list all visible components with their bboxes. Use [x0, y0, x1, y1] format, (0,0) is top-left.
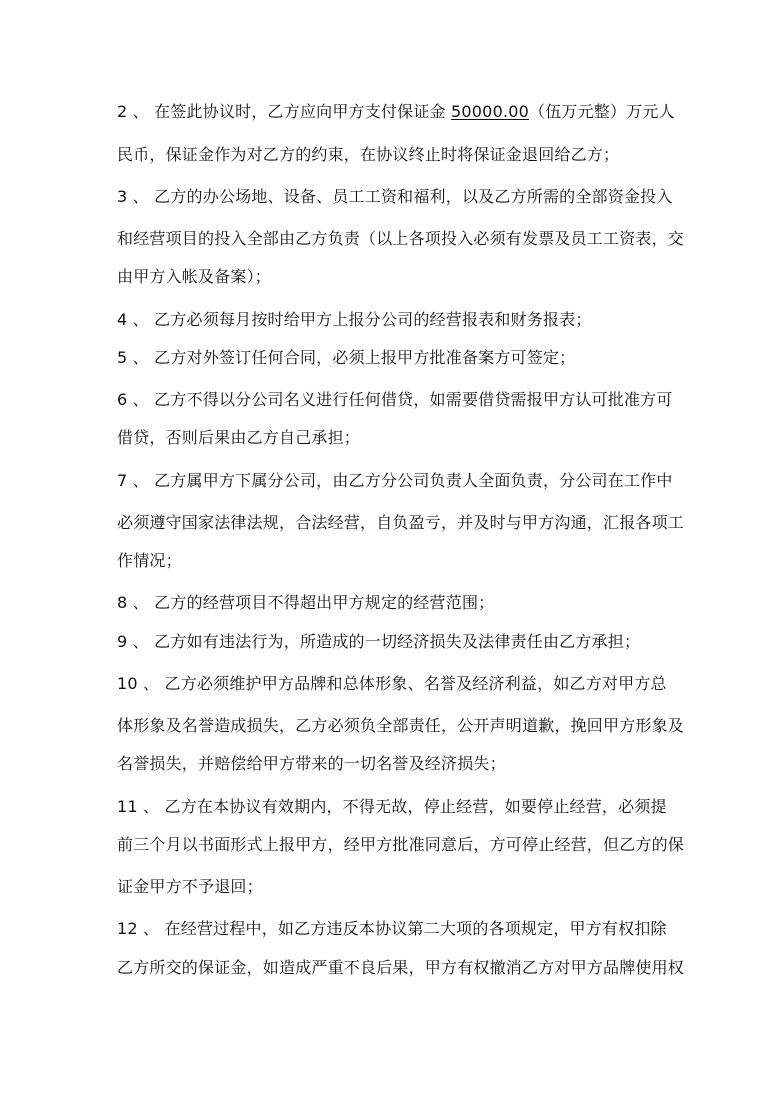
clause-6-line-2: 借贷，否则后果由乙方自己承担；: [117, 428, 361, 447]
clause-4-line-1: 4 、 乙方必须每月按时给甲方上报分公司的经营报表和财务报表；: [117, 310, 592, 329]
clause-11-line-2: 前三个月以书面形式上报甲方，经甲方批准同意后，方可停止经营，但乙方的保: [117, 835, 685, 854]
clause-6-line-1: 6 、 乙方不得以分公司名义进行任何借贷，如需要借贷需报甲方认可批准方可: [117, 390, 673, 409]
clause-3-line-2: 和经营项目的投入全部由乙方负责（以上各项投入必须有发票及员工工资表，交: [117, 229, 685, 248]
clause-9-line-1: 9 、 乙方如有违法行为，所造成的一切经济损失及法律责任由乙方承担；: [117, 632, 641, 651]
clause-10-line-1: 10 、 乙方必须维护甲方品牌和总体形象、名誉及经济利益，如乙方对甲方总: [117, 674, 667, 693]
clause-7-line-3: 作情况；: [117, 551, 182, 570]
clause-10-line-3: 名誉损失，并赔偿给甲方带来的一切名誉及经济损失；: [117, 754, 506, 773]
deposit-amount: 50000.00: [451, 102, 529, 121]
clause-3-line-3: 由甲方入帐及备案）；: [117, 267, 272, 286]
clause-2-text-start: 2 、 在签此协议时，乙方应向甲方支付保证金: [117, 102, 452, 121]
clause-7-line-1: 7 、 乙方属甲方下属分公司，由乙方分公司负责人全面负责，分公司在工作中: [117, 471, 673, 490]
clause-2-line-1: [117, 102, 675, 122]
clause-8-line-1: 8 、 乙方的经营项目不得超出甲方规定的经营范围；: [117, 593, 495, 612]
clause-2-text-end: （伍万元整）万元人: [529, 102, 675, 121]
clause-12-line-1: 12 、 在经营过程中，如乙方违反本协议第二大项的各项规定，甲方有权扣除: [117, 919, 667, 938]
clause-3-line-1: 3 、 乙方的办公场地、设备、员工工资和福利，以及乙方所需的全部资金投入: [117, 187, 673, 206]
clause-2-line-2: 民币，保证金作为对乙方的约束，在协议终止时将保证金退回给乙方；: [117, 145, 620, 164]
clause-11-line-3: 证金甲方不予退回；: [117, 877, 263, 896]
clause-10-line-2: 体形象及名誉造成损失，乙方必须负全部责任，公开声明道歉，挽回甲方形象及: [117, 716, 685, 735]
clause-5-line-1: 5 、 乙方对外签订任何合同，必须上报甲方批准备案方可签定；: [117, 348, 576, 367]
clause-7-line-2: 必须遵守国家法律法规，合法经营，自负盈亏，并及时与甲方沟通，汇报各项工: [117, 513, 685, 532]
clause-12-line-2: 乙方所交的保证金，如造成严重不良后果，甲方有权撤消乙方对甲方品牌使用权: [117, 958, 685, 977]
clause-11-line-1: 11 、 乙方在本协议有效期内，不得无故，停止经营，如要停止经营，必须提: [117, 797, 667, 816]
